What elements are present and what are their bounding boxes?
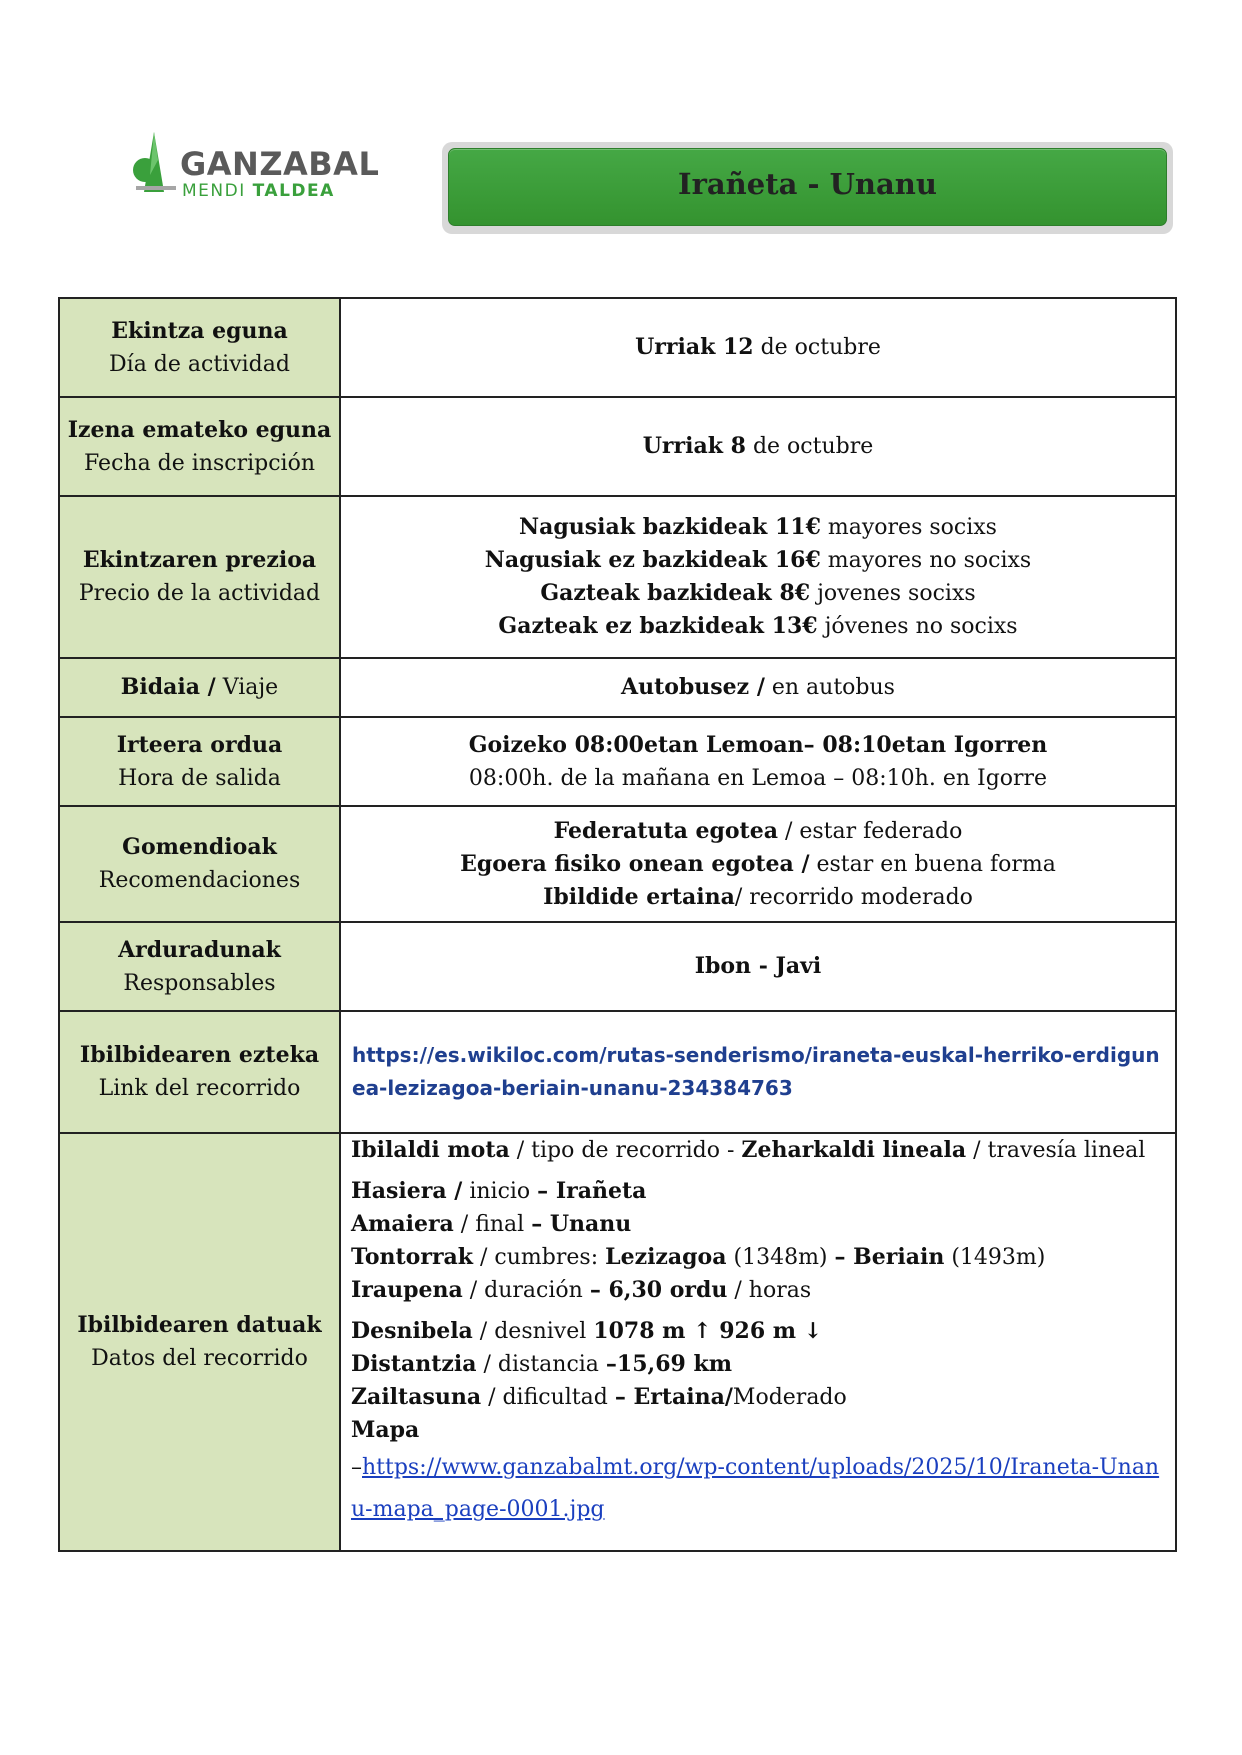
route-peaks [351, 1241, 1165, 1274]
price-rest: mayores no socixs [820, 548, 1032, 573]
label-route-link [59, 1011, 340, 1133]
t: – [351, 1455, 362, 1480]
label-price [59, 496, 340, 658]
label-es: Hora de salida [118, 765, 281, 791]
t: (1493m) [944, 1245, 1046, 1270]
price-bold: Gazteak ez bazkideak 13€ [498, 613, 818, 639]
t: Amaiera [351, 1211, 454, 1237]
row-route-link [59, 1011, 1176, 1133]
label-es: Recomendaciones [98, 868, 301, 893]
t: – Unanu [531, 1211, 632, 1237]
label-departure [59, 717, 340, 806]
value-departure [340, 717, 1176, 806]
t: inicio [462, 1179, 538, 1204]
t: Mapa [351, 1417, 420, 1443]
value-route-link [340, 1011, 1176, 1133]
label-eu: Arduradunak [118, 936, 281, 963]
t: – Beriain [834, 1244, 945, 1270]
rec-rest: estar en buena forma [809, 851, 1056, 877]
row-departure [59, 717, 1176, 806]
rec-rest: / estar federado [777, 818, 963, 844]
t: / desnivel [472, 1319, 594, 1344]
t: / cumbres: [473, 1245, 606, 1270]
value-route-data [340, 1133, 1176, 1551]
price-bold: Nagusiak bazkideak 11€ [519, 514, 821, 540]
t: / duración [462, 1278, 590, 1303]
title-banner-inner [448, 148, 1167, 226]
label-eu: Ekintzaren prezioa [82, 547, 317, 573]
row-travel [59, 658, 1176, 717]
price-line [342, 577, 1174, 610]
label-eu: Izena emateko eguna [67, 416, 332, 443]
label-es: Precio de la actividad [78, 581, 321, 606]
label-recommendations [59, 806, 340, 922]
t: / distancia [476, 1352, 606, 1377]
price-line [342, 544, 1174, 577]
travel-bold: Autobusez / [621, 674, 765, 700]
label-registration-date [59, 397, 340, 496]
responsible-names: Ibon - Javi [694, 953, 822, 979]
route-type [351, 1134, 1165, 1167]
logo-name: GANZABAL [180, 145, 380, 183]
mountain-logo-icon [132, 130, 180, 205]
value-activity-date [340, 298, 1176, 397]
t: 1078 m ↑ 926 m ↓ [593, 1318, 823, 1344]
label-es: Responsables [123, 970, 276, 996]
label-eu: Ekintza eguna [111, 317, 288, 344]
route-elevation [351, 1315, 1165, 1348]
row-price [59, 496, 1176, 658]
t: – 6,30 ordu [589, 1277, 728, 1303]
date-bold: Urriak 12 [635, 334, 754, 360]
map-link[interactable]: https://www.ganzabalmt.org/wp-content/uploads/2025/10/Iraneta-Unanu-mapa_page-0001.jpg [351, 1455, 1160, 1522]
label-es: Datos del recorrido [91, 1346, 308, 1371]
page-title: Irañeta - Unanu [678, 167, 937, 201]
price-rest: jovenes socixs [810, 581, 976, 606]
row-responsible [59, 922, 1176, 1011]
route-distance [351, 1348, 1165, 1381]
t: / horas [727, 1278, 812, 1303]
label-eu: Ibilbidearen ezteka [79, 1042, 320, 1068]
label-es: Link del recorrido [98, 1076, 301, 1101]
label-eu: Irteera ordua [116, 731, 283, 758]
rec-bold: Federatuta egotea [553, 817, 778, 844]
t: – Ertaina/ [614, 1384, 733, 1410]
ganzabal-logo [132, 130, 380, 205]
label-eu: Ibilbidearen datuak [77, 1312, 322, 1338]
activity-table [58, 297, 1177, 1552]
logo-subtitle [182, 182, 335, 200]
t: Moderado [732, 1385, 847, 1410]
route-start [351, 1175, 1165, 1208]
label-eu: Bidaia / [120, 674, 216, 700]
value-recommendations [340, 806, 1176, 922]
t: Hasiera / [351, 1178, 463, 1204]
t: Zeharkaldi lineala [741, 1137, 967, 1163]
label-eu: Gomendioak [122, 834, 277, 860]
price-bold: Gazteak bazkideak 8€ [540, 580, 811, 606]
rec-rest: / recorrido moderado [734, 884, 973, 910]
t: – Irañeta [537, 1178, 647, 1204]
row-recommendations [59, 806, 1176, 922]
label-responsible [59, 922, 340, 1011]
t: / dificultad [481, 1385, 615, 1410]
price-rest: jóvenes no socixs [817, 614, 1018, 639]
t: –15,69 km [605, 1351, 732, 1377]
t: Desnibela [351, 1318, 473, 1344]
registration-bold: Urriak 8 [642, 433, 746, 459]
label-es: Día de actividad [109, 351, 290, 377]
price-line [342, 610, 1174, 643]
row-registration-date [59, 397, 1176, 496]
route-duration [351, 1274, 1165, 1307]
travel-rest: en autobus [764, 675, 895, 700]
recommendation-line [342, 815, 1174, 848]
rec-bold: Ibildide ertaina [543, 883, 735, 910]
t: / travesía lineal [966, 1138, 1146, 1163]
title-banner [442, 142, 1173, 234]
t: Distantzia [351, 1351, 477, 1377]
row-route-data [59, 1133, 1176, 1551]
price-line [342, 511, 1174, 544]
recommendation-line [342, 848, 1174, 881]
departure-eu: Goizeko 08:00etan Lemoan– 08:10etan Igorren [468, 731, 1048, 758]
route-map-label [351, 1414, 1165, 1447]
value-registration-date [340, 397, 1176, 496]
t: / tipo de recorrido - [509, 1138, 742, 1163]
value-price [340, 496, 1176, 658]
route-map-link-line [351, 1447, 1165, 1531]
wikiloc-link[interactable]: https://es.wikiloc.com/rutas-senderismo/iraneta-euskal-herriko-erdigunea-lezizagoa-beriain-unanu-234384763 [352, 1043, 1160, 1100]
value-travel [340, 658, 1176, 717]
t: (1348m) [726, 1245, 835, 1270]
route-difficulty [351, 1381, 1165, 1414]
t: Ibilaldi mota [351, 1137, 510, 1163]
rec-bold: Egoera fisiko onean egotea / [460, 850, 810, 877]
date-rest: de octubre [753, 335, 881, 360]
departure-es: 08:00h. de la mañana en Lemoa – 08:10h. en Igorre [468, 765, 1048, 791]
t: Tontorrak [351, 1244, 474, 1270]
row-activity-date [59, 298, 1176, 397]
logo-sub-mendi: MENDI [182, 181, 246, 201]
value-responsible [340, 922, 1176, 1011]
label-route-data [59, 1133, 340, 1551]
label-activity-date [59, 298, 340, 397]
t: Lezizagoa [605, 1244, 727, 1270]
registration-rest: de octubre [745, 434, 874, 459]
route-end [351, 1208, 1165, 1241]
price-bold: Nagusiak ez bazkideak 16€ [484, 547, 821, 573]
label-es: Fecha de inscripción [84, 450, 315, 476]
price-rest: mayores socixs [820, 515, 997, 540]
label-travel [59, 658, 340, 717]
logo-sub-taldea: TALDEA [252, 181, 335, 201]
t: / final [453, 1212, 532, 1237]
t: Zailtasuna [351, 1384, 482, 1410]
label-es: Viaje [215, 675, 279, 700]
t: Iraupena [351, 1277, 463, 1303]
recommendation-line [342, 881, 1174, 914]
